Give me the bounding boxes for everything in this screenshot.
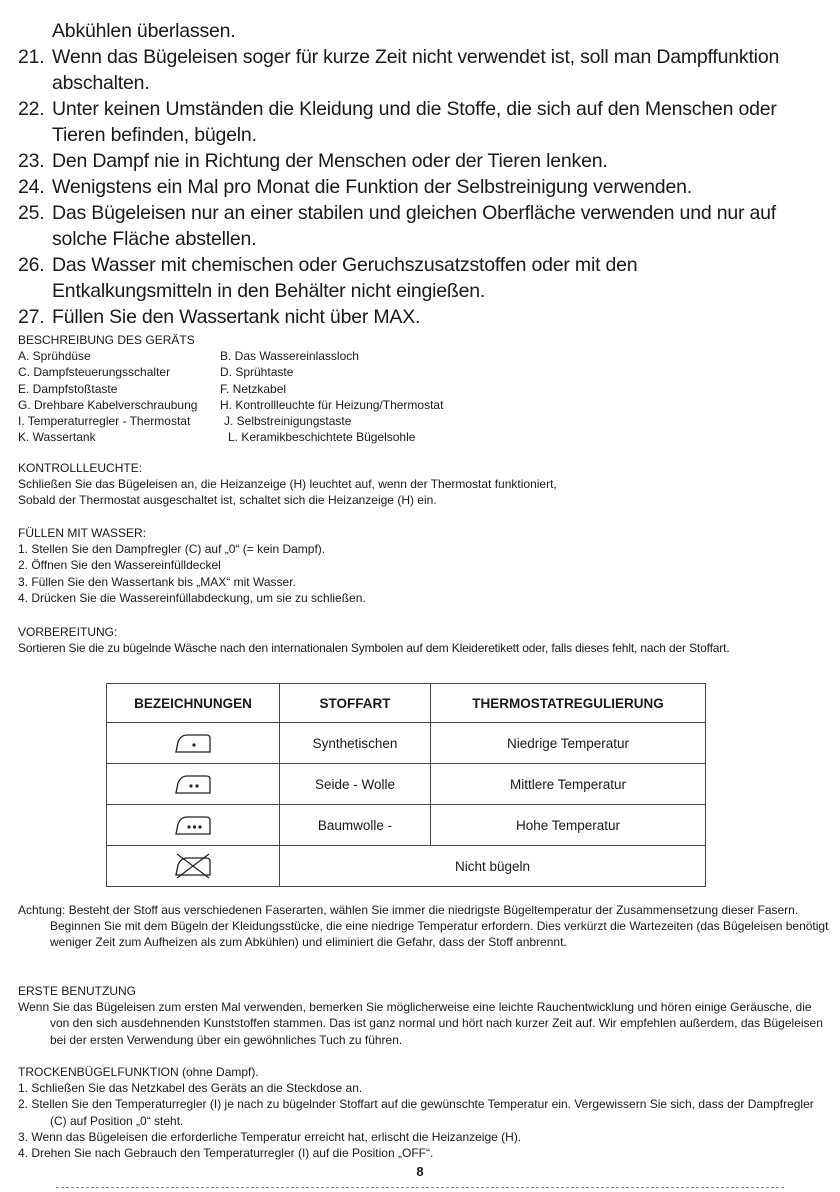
first-use-paragraph: Wenn Sie das Bügeleisen zum ersten Mal verwenden, bemerken Sie möglicherweise eine leichte Rauchentwicklung und hören einige Geräusche, die von den sich ausdehnenden Kunststoffen stammen. Das ist ganz normal und hört nach kurzer Zeit auf. Wir empfehlen außerdem, das Bügeleisen bei der ersten Verwendung über ein gewöhnliches Tuch zu führen. [18,1000,823,1047]
column-header: THERMOSTATREGULIERUNG [431,684,706,723]
table-header-row [107,684,706,723]
item-number: 27. [18,306,45,328]
item-continuation: abschalten. [52,72,150,94]
iron-crossed-icon [173,853,213,879]
first-use-section [18,983,830,1048]
footer-divider [56,1187,784,1188]
iron-three-dots-icon [173,814,213,836]
no-ironing-cell: Nicht bügeln [280,846,706,887]
paragraph-line: Sortieren Sie die zu bügelnde Wäsche nach den internationalen Symbolen auf dem Kleideretikett oder, falls dieses fehlt, nach der Stoffart. [18,641,730,656]
item-number: 21. [18,46,45,68]
section-heading: TROCKENBÜGELFUNKTION (ohne Dampf). [18,1065,259,1079]
temperature-cell: Mittlere Temperatur [431,764,706,805]
list-item: Abkühlen überlassen. [52,20,236,42]
item-text: Unter keinen Umständen die Kleidung und die Stoffe, die sich auf den Menschen oder [52,98,777,120]
iron-one-dot-icon [173,732,213,754]
paragraph-line: Schließen Sie das Bügeleisen an, die Heizanzeige (H) leuchtet auf, wenn der Thermostat funktioniert, [18,477,557,492]
list-item [18,44,833,70]
table-row [107,805,706,846]
part-label: G. Drehbare Kabelverschraubung [18,397,198,412]
symbol-cell [107,846,280,887]
item-number: 22. [18,98,45,120]
step-line: 3. Füllen Sie den Wassertank bis „MAX“ mit Wasser. [18,574,296,589]
iron-two-dots-icon [173,773,213,795]
column-header: STOFFART [280,684,431,723]
fabric-cell: Seide - Wolle [280,764,431,805]
list-item [18,304,833,330]
item-text: Das Bügeleisen nur an einer stabilen und gleichen Oberfläche verwenden und nur auf [52,202,777,224]
step-line: 2. Öffnen Sie den Wassereinfülldeckel [18,558,221,573]
item-continuation: Tieren befinden, bügeln. [52,124,257,146]
item-text: Das Wasser mit chemischen oder Geruchszusatzstoffen oder mit den [52,254,638,276]
item-text: Wenigstens ein Mal pro Monat die Funktion der Selbstreinigung verwenden. [52,176,692,198]
part-label: D. Sprühtaste [220,365,294,380]
part-label: C. Dampfsteuerungsschalter [18,365,171,380]
caution-paragraph: Achtung: Besteht der Stoff aus verschiedenen Faserarten, wählen Sie immer die niedrigste Bügeltemperatur der Zusammensetzung dieser Fasern. Beginnen Sie mit dem Bügeln der Kleidungsstücke, die eine niedrige Temperatur erfordern. Dies verkürzt die Wartezeiten (das Bügeleisen benötigt weniger Zeit zum Aufheizen als zum Abkühlen) und eliminiert die Gefahr, dass der Stoff anbrennt. [18,903,829,950]
table-row [107,723,706,764]
indicator-section [18,460,833,509]
caution-section [18,902,830,951]
item-number: 24. [18,176,45,198]
list-item [18,174,833,200]
dry-ironing-section [18,1064,830,1161]
step-line: 4. Drücken Sie die Wassereinfüllabdeckung, um sie zu schließen. [18,590,366,605]
column-header: BEZEICHNUNGEN [107,684,280,723]
part-label: E. Dampfstoßtaste [18,381,118,396]
section-heading: FÜLLEN MIT WASSER: [18,526,147,540]
part-label: I. Temperaturregler - Thermostat [18,414,191,429]
safety-list [18,18,833,330]
fill-water-section [18,525,833,606]
section-heading: BESCHREIBUNG DES GERÄTS [18,333,195,347]
list-item [18,252,833,278]
parts-list [18,348,833,445]
temperature-cell: Niedrige Temperatur [431,723,706,764]
part-label: F. Netzkabel [220,381,287,396]
preparation-section [18,624,840,656]
symbol-cell [107,764,280,805]
item-number: 25. [18,202,45,224]
item-number: 23. [18,150,45,172]
table-row [107,764,706,805]
item-text: Den Dampf nie in Richtung der Menschen oder der Tieren lenken. [52,150,608,172]
item-number: 26. [18,254,45,276]
section-heading: VORBEREITUNG: [18,625,118,639]
section-heading: KONTROLLLEUCHTE: [18,461,143,475]
item-text: Füllen Sie den Wassertank nicht über MAX. [52,306,421,328]
fabric-cell: Baumwolle - [280,805,431,846]
part-label: B. Das Wassereinlassloch [220,349,359,364]
step-line: 1. Stellen Sie den Dampfregler (C) auf „0“ (= kein Dampf). [18,542,326,557]
page-number: 8 [416,1164,424,1179]
part-label: A. Sprühdüse [18,349,91,364]
fabric-cell: Synthetischen [280,723,431,764]
ironing-symbols-table [106,683,706,887]
item-continuation: Entkalkungsmitteln in den Behälter nicht eingießen. [52,280,486,302]
list-item [18,200,833,226]
symbol-cell [107,805,280,846]
list-item [18,96,833,122]
temperature-cell: Hohe Temperatur [431,805,706,846]
part-label: L. Keramikbeschichtete Bügelsohle [228,430,416,445]
description-section [18,332,833,445]
item-text: Wenn das Bügeleisen soger für kurze Zeit nicht verwendet ist, soll man Dampffunktion [52,46,780,68]
step-line: 4. Drehen Sie nach Gebrauch den Temperaturregler (I) auf die Position „OFF“. [18,1146,434,1161]
part-label: H. Kontrollleuchte für Heizung/Thermostat [220,397,444,412]
symbol-cell [107,723,280,764]
section-heading: ERSTE BENUTZUNG [18,984,137,998]
table-row [107,846,706,887]
step-line: 1. Schließen Sie das Netzkabel des Geräts an die Steckdose an. [18,1081,363,1096]
list-item [18,148,833,174]
item-continuation: solche Fläche abstellen. [52,228,257,250]
part-label: J. Selbstreinigungstaste [224,414,352,429]
step-line: 3. Wenn das Bügeleisen die erforderliche Temperatur erreicht hat, erlischt die Heizanzeige (H). [18,1129,522,1144]
step-line: 2. Stellen Sie den Temperaturregler (I) je nach zu bügelnder Stoffart auf die gewünschte Temperatur ein. Vergewissern Sie sich, dass der Dampfregler (C) auf Position „0“ steht. [18,1097,814,1128]
part-label: K. Wassertank [18,430,96,445]
paragraph-line: Sobald der Thermostat ausgeschaltet ist, schaltet sich die Heizanzeige (H) ein. [18,493,437,508]
